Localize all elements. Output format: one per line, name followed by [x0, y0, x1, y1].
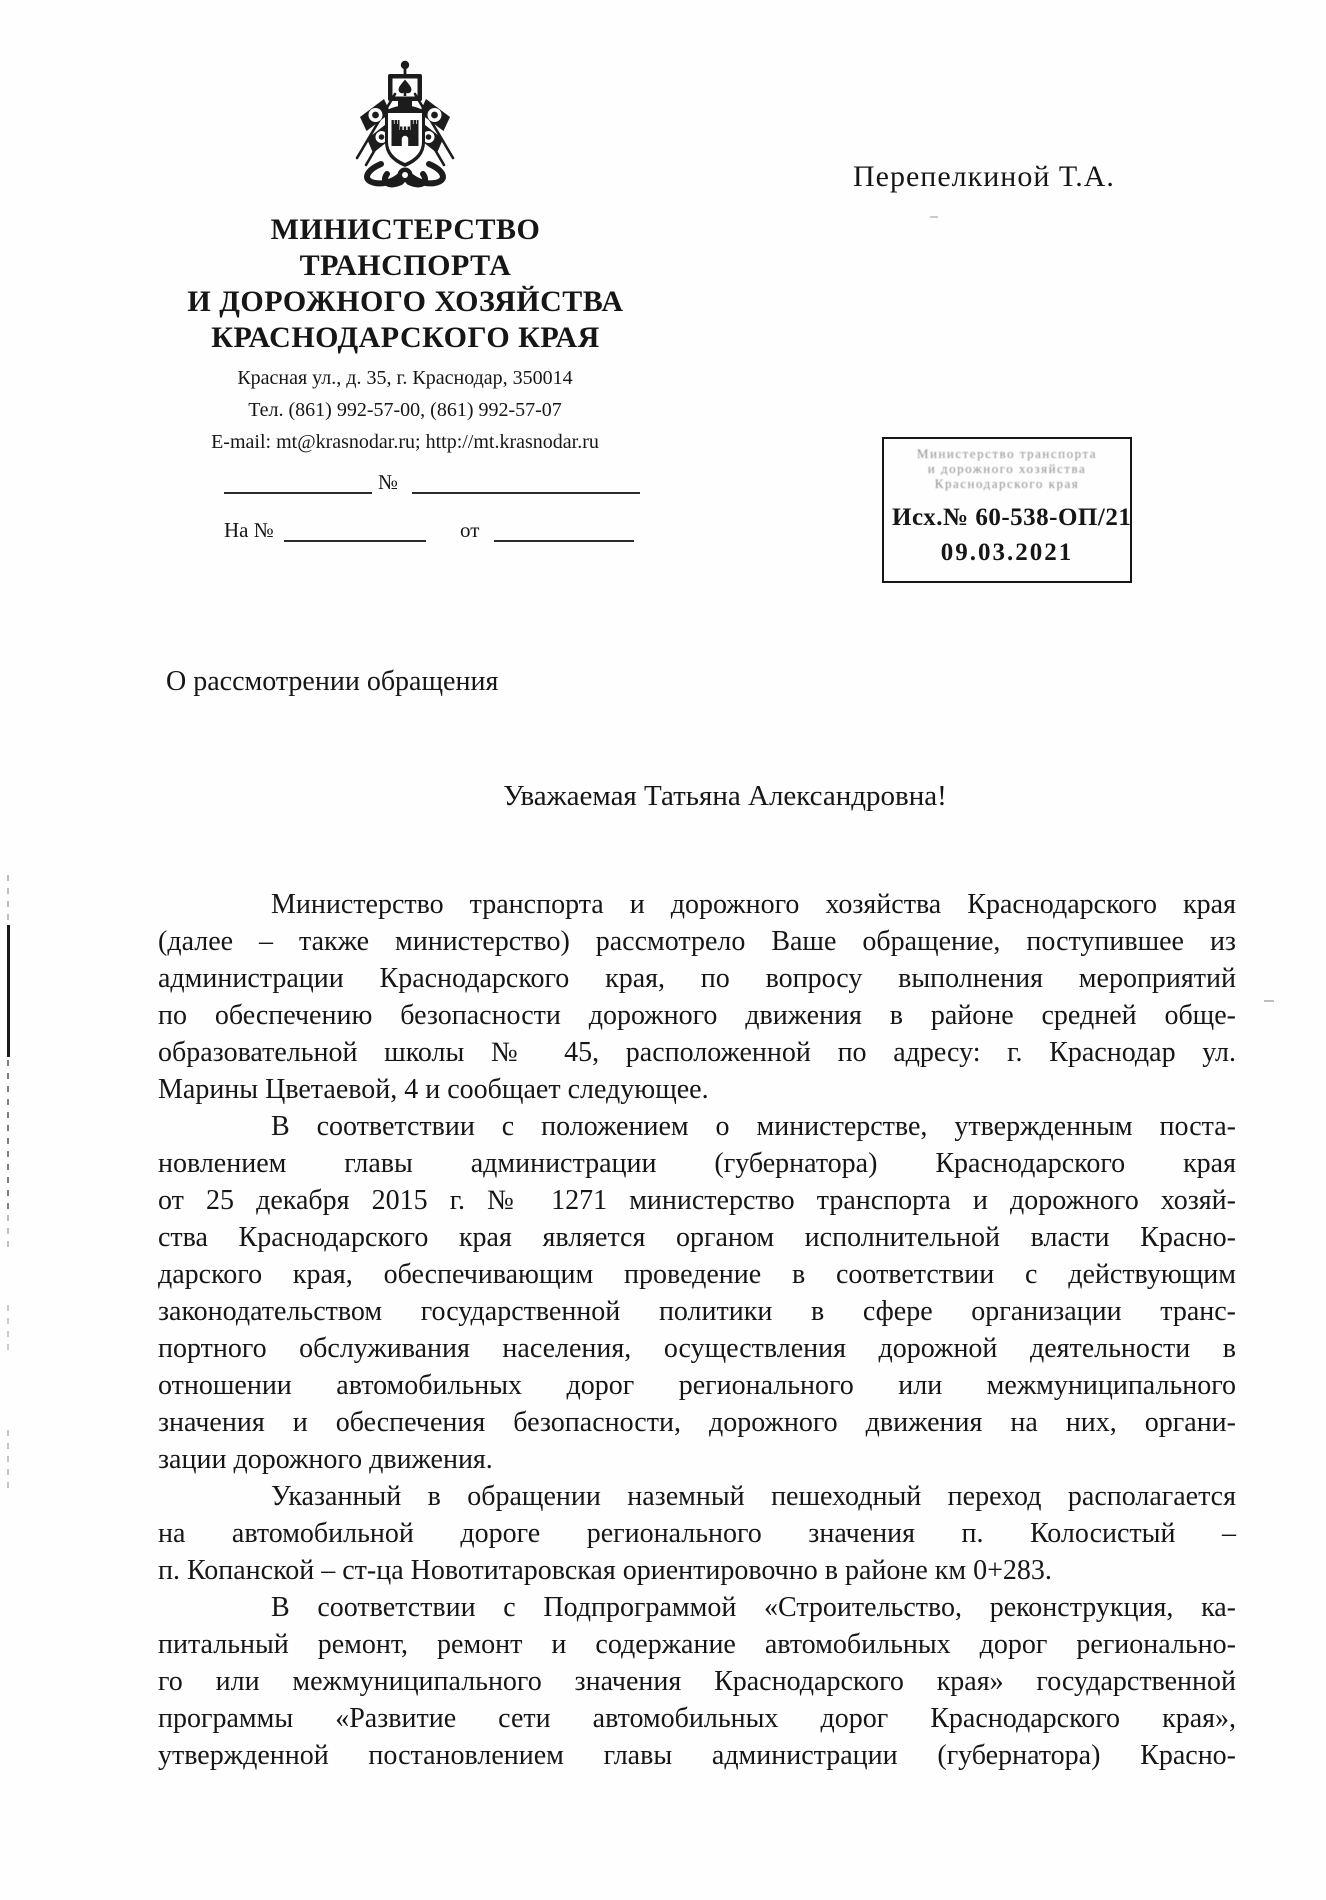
text-line: Краснодарского края	[934, 476, 1080, 491]
paragraph	[158, 1478, 1236, 1589]
letter-body	[158, 886, 1236, 1774]
ministry-name	[168, 212, 643, 356]
text-line: Указанный в обращении наземный пешеходный переход располагается	[271, 1481, 1236, 1512]
text-line: от 25 декабря 2015 г. № 1271 министерство транспорта и дорожного хозяй-	[158, 1185, 1236, 1216]
text-line: и дорожного хозяйства	[927, 461, 1087, 476]
text-line: Министерство транспорта	[916, 446, 1098, 461]
text-line: образовательной школы № 45, расположенной по адресу: г. Краснодар ул.	[158, 1037, 1236, 1068]
text-line: В соответствии с Подпрограммой «Строительство, реконструкция, ка-	[271, 1592, 1236, 1623]
number-sign-label: №	[378, 470, 399, 494]
outgoing-number-blank-2	[412, 472, 640, 494]
scan-artifact	[7, 1305, 9, 1350]
reply-date-blank	[494, 520, 634, 542]
text-line: Марины Цветаевой, 4 и сообщает следующее.	[158, 1074, 709, 1105]
paragraph	[158, 1108, 1236, 1478]
text-line: программы «Развитие сети автомобильных дорог Краснодарского края»,	[158, 1703, 1236, 1734]
text-line: И ДОРОЖНОГО ХОЗЯЙСТВА	[187, 285, 624, 318]
text-line: новлением главы администрации (губернатора) Краснодарского края	[158, 1148, 1236, 1179]
text-line: п. Копанской – ст-ца Новотитаровская ориентировочно в районе км 0+283.	[158, 1555, 1052, 1586]
text-line: питальный ремонт, ремонт и содержание автомобильных дорог регионально-	[158, 1629, 1236, 1660]
text-line: на автомобильной дороге регионального значения п. Колосистый –	[158, 1518, 1236, 1549]
text-line: дарского края, обеспечивающим проведение в соответствии с действующим	[158, 1259, 1236, 1290]
paragraph	[158, 886, 1236, 1108]
text-line: E-mail: mt@krasnodar.ru; http://mt.krasnodar.ru	[211, 431, 599, 453]
text-line: Тел. (861) 992-57-00, (861) 992-57-07	[248, 399, 562, 421]
scan-artifact	[1264, 1000, 1274, 1002]
scan-artifact	[7, 1215, 9, 1250]
scan-artifact	[7, 875, 9, 923]
text-line: значения и обеспечения безопасности, дорожного движения на них, органи-	[158, 1407, 1236, 1438]
text-line: портного обслуживания населения, осуществления дорожной деятельности в	[158, 1333, 1236, 1364]
reply-from-label: от	[460, 518, 480, 542]
text-line: отношении автомобильных дорог регионального или межмуниципального	[158, 1370, 1236, 1401]
salutation: Уважаемая Татьяна Александровна!	[503, 780, 947, 812]
text-line: по обеспечению безопасности дорожного движения в районе средней обще-	[158, 1000, 1236, 1031]
paragraph	[158, 1589, 1236, 1774]
ministry-contacts	[130, 362, 680, 458]
stamp-faint-text	[884, 446, 1130, 491]
text-line: Министерство транспорта и дорожного хозяйства Краснодарского края	[271, 889, 1236, 920]
recipient-name: Перепелкиной Т.А.	[853, 160, 1115, 193]
text-line: законодательством государственной политики в сфере организации транс-	[158, 1296, 1236, 1327]
text-line: зации дорожного движения.	[158, 1444, 493, 1475]
text-line: Красная ул., д. 35, г. Краснодар, 350014	[237, 367, 573, 389]
stamp-outgoing-number: Исх.№ 60-538-ОП/21	[892, 504, 1132, 531]
scan-artifact	[7, 1060, 9, 1210]
registration-stamp	[882, 437, 1132, 583]
scan-artifact	[930, 216, 938, 218]
text-line: В соответствии с положением о министерстве, утвержденным поста-	[271, 1111, 1236, 1142]
scan-artifact	[7, 925, 10, 1057]
outgoing-number-blank-1	[224, 472, 372, 494]
text-line: КРАСНОДАРСКОГО КРАЯ	[211, 321, 600, 354]
coat-of-arms-icon	[344, 58, 466, 192]
scan-artifact	[7, 1430, 9, 1495]
subject-line: О рассмотрении обращения	[166, 666, 499, 697]
text-line: МИНИСТЕРСТВО	[270, 213, 541, 246]
text-line: го или межмуниципального значения Краснодарского края» государственной	[158, 1666, 1236, 1697]
reply-number-blank	[284, 520, 426, 542]
text-line: (далее – также министерство) рассмотрело Ваше обращение, поступившее из	[158, 926, 1236, 957]
text-line: ства Краснодарского края является органом исполнительной власти Красно-	[158, 1222, 1236, 1253]
text-line: администрации Краснодарского края, по вопросу выполнения мероприятий	[158, 963, 1236, 994]
stamp-date: 09.03.2021	[940, 539, 1074, 566]
text-line: ТРАНСПОРТА	[299, 249, 512, 282]
text-line: утвержденной постановлением главы администрации (губернатора) Красно-	[158, 1740, 1236, 1771]
reply-to-label: На №	[224, 518, 274, 542]
